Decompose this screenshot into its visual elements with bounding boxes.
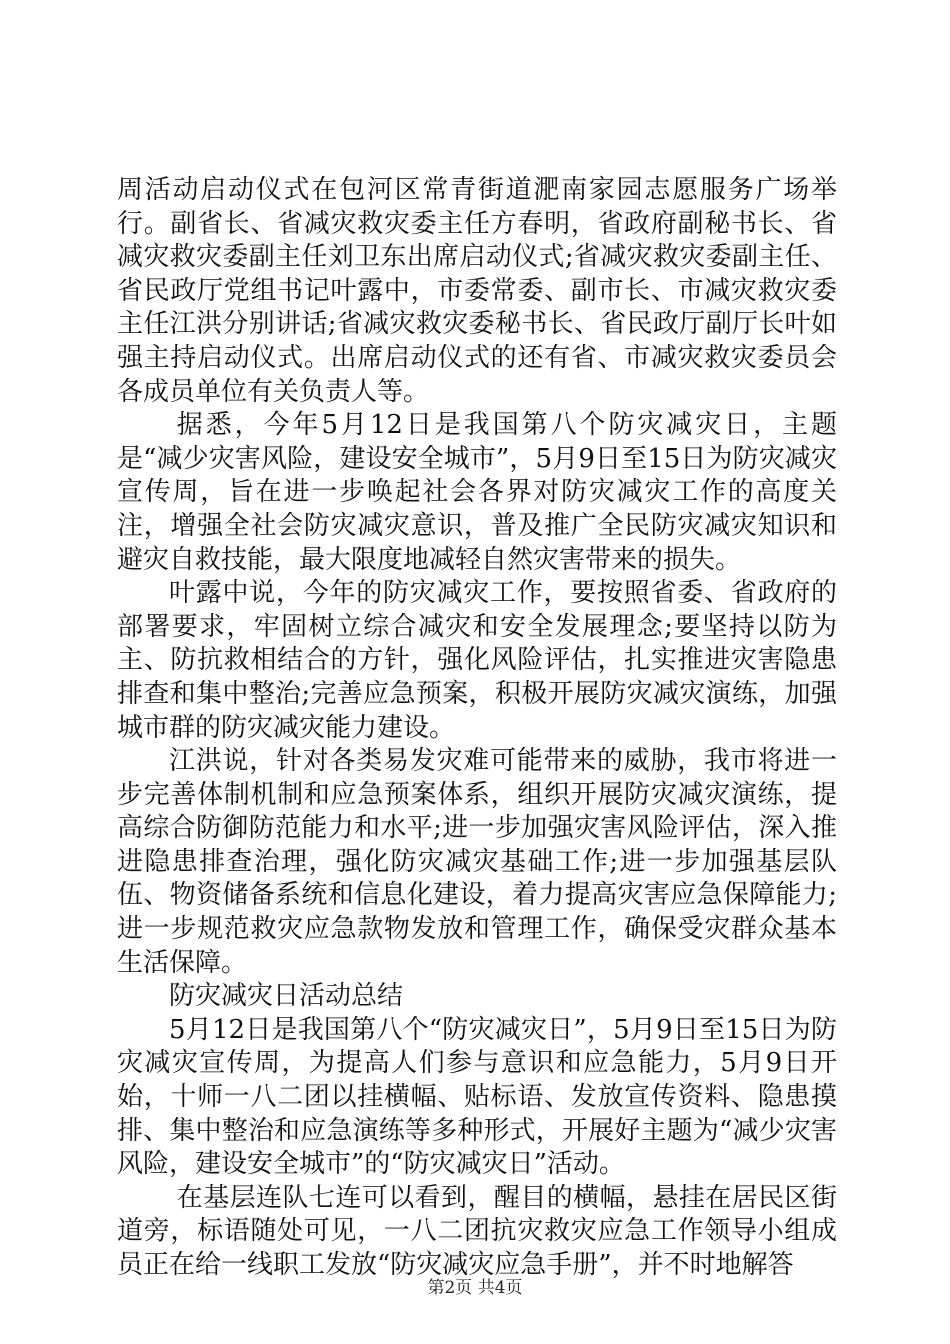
page-number-footer: 第2页 共4页 [427, 1278, 523, 1298]
paragraph-summary-intro: 5月12日是我国第八个“防灾减灾日”，5月9日至15日为防灾减灾宣传周，为提高人们参与意识和应急能力，5月9日开始，十师一八二团以挂横幅、贴标语、发放宣传资料、隐患摸排、集中整治和应急演练等多种形式，开展好主题为“减少灾害风险，建设安全城市”的“防灾减灾日”活动。 [117, 1014, 837, 1180]
paragraph-launch-ceremony: 周活动启动仪式在包河区常青街道淝南家园志愿服务广场举行。副省长、省减灾救灾委主任方春明，省政府副秘书长、省减灾救灾委副主任刘卫东出席启动仪式;省减灾救灾委副主任、省民政厅党组书记叶露中，市委常委、副市长、市减灾救灾委主任江洪分别讲话;省减灾救灾委秘书长、省民政厅副厅长叶如强主持启动仪式。出席启动仪式的还有省、市减灾救灾委员会各成员单位有关负责人等。 [117, 175, 837, 407]
paragraph-seventh-company: 在基层连队七连可以看到，醒目的横幅，悬挂在居民区街道旁，标语随处可见，一八二团抗灾救灾应急工作领导小组成员正在给一线职工发放“防灾减灾应急手册”，并不时地解答 [117, 1182, 837, 1280]
paragraph-disaster-day-theme: 据悉，今年5月12日是我国第八个防灾减灾日，主题是“减少灾害风险，建设安全城市”，5月9日至15日为防灾减灾宣传周，旨在进一步唤起社会各界对防灾减灾工作的高度关注，增强全社会防灾减灾意识，普及推广全民防灾减灾知识和避灾自救技能，最大限度地减轻自然灾害带来的损失。 [117, 410, 837, 575]
paragraph-ye-luzhong-speech: 叶露中说，今年的防灾减灾工作，要按照省委、省政府的部署要求，牢固树立综合减灾和安全发展理念;要坚持以防为主、防抗救相结合的方针，强化风险评估，扎实推进灾害隐患排查和集中整治;完善应急预案，积极开展防灾减灾演练，加强城市群的防灾减灾能力建设。 [117, 578, 837, 743]
paragraph-jiang-hong-speech: 江洪说，针对各类易发灾难可能带来的威胁，我市将进一步完善体制机制和应急预案体系，组织开展防灾减灾演练，提高综合防御防范能力和水平;进一步加强灾害风险评估，深入推进隐患排查治理，强化防灾减灾基础工作;进一步加强基层队伍、物资储备系统和信息化建设，着力提高灾害应急保障能力;进一步规范救灾应急款物发放和管理工作，确保受灾群众基本生活保障。 [117, 746, 837, 978]
section-heading: 防灾减灾日活动总结 [169, 981, 404, 1012]
document-body [117, 174, 837, 1283]
